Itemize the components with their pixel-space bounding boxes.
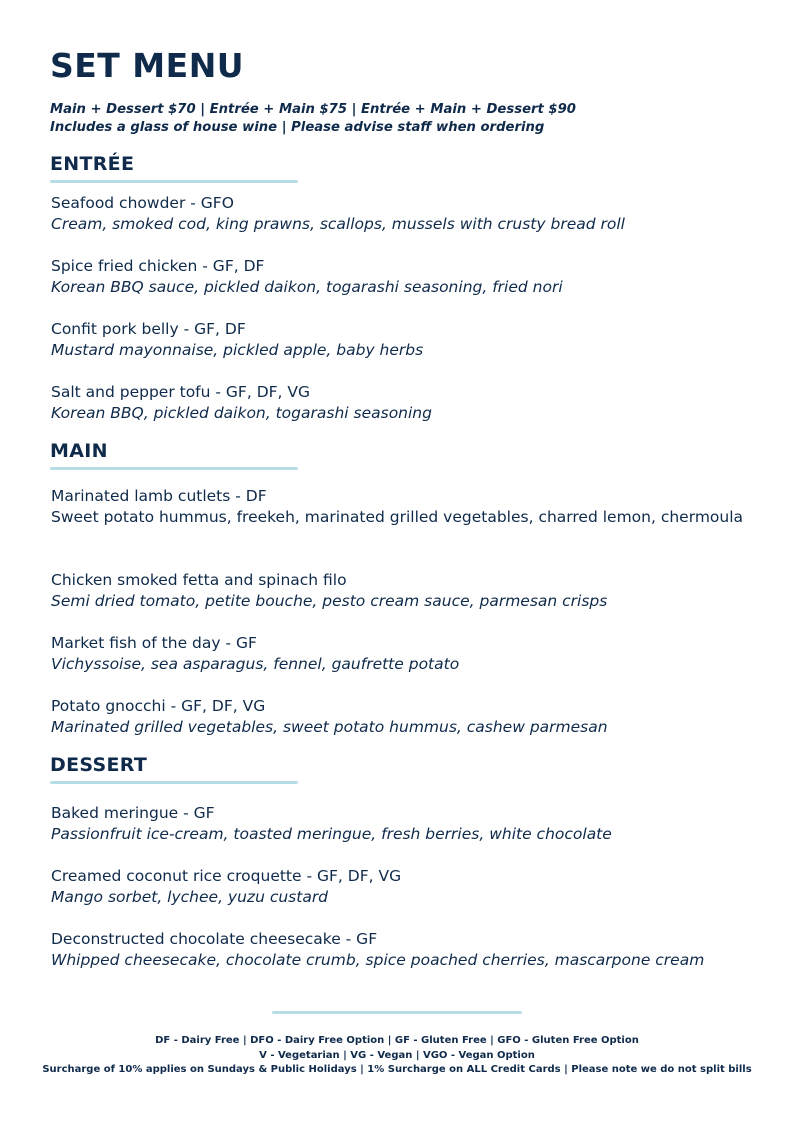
menu-item xyxy=(51,193,751,235)
section-title-main: MAIN xyxy=(50,440,108,462)
item-name: Baked meringue - GF xyxy=(51,804,215,822)
section-divider xyxy=(50,180,298,183)
pricing-info xyxy=(50,101,576,137)
item-description: Whipped cheesecake, chocolate crumb, spice poached cherries, mascarpone cream xyxy=(51,951,705,969)
item-description: Cream, smoked cod, king prawns, scallops, mussels with crusty bread roll xyxy=(51,215,625,233)
menu-item xyxy=(51,929,751,971)
item-description: Mango sorbet, lychee, yuzu custard xyxy=(51,888,329,906)
section-title-entree: ENTRÉE xyxy=(50,153,135,175)
section-title-dessert: DESSERT xyxy=(50,754,148,776)
item-name: Creamed coconut rice croquette - GF, DF, VG xyxy=(51,867,402,885)
section-dessert xyxy=(50,753,298,784)
item-name: Seafood chowder - GFO xyxy=(51,194,234,212)
item-description: Marinated grilled vegetables, sweet potato hummus, cashew parmesan xyxy=(51,718,608,736)
menu-item xyxy=(51,633,751,675)
page-title: SET MENU xyxy=(50,46,245,85)
menu-item xyxy=(51,486,751,528)
footer-notes xyxy=(0,1034,794,1078)
menu-item xyxy=(51,570,751,612)
section-divider xyxy=(50,781,298,784)
item-description: Semi dried tomato, petite bouche, pesto cream sauce, parmesan crisps xyxy=(51,592,608,610)
vegetarian-legend: V - Vegetarian | VG - Vegan | VGO - Vegan Option xyxy=(259,1049,535,1061)
menu-item xyxy=(51,696,751,738)
section-divider xyxy=(50,467,298,470)
item-description: Korean BBQ sauce, pickled daikon, togarashi seasoning, fried nori xyxy=(51,278,563,296)
item-name: Marinated lamb cutlets - DF xyxy=(51,487,267,505)
item-description: Passionfruit ice-cream, toasted meringue, fresh berries, white chocolate xyxy=(51,825,612,843)
item-description: Sweet potato hummus, freekeh, marinated grilled vegetables, charred lemon, chermoula xyxy=(51,508,744,526)
footer-divider xyxy=(272,1011,522,1014)
section-main xyxy=(50,439,298,470)
menu-item xyxy=(51,866,751,908)
section-entree xyxy=(50,152,298,183)
item-description: Korean BBQ, pickled daikon, togarashi seasoning xyxy=(51,404,432,422)
menu-item xyxy=(51,319,751,361)
menu-item xyxy=(51,382,751,424)
item-name: Deconstructed chocolate cheesecake - GF xyxy=(51,930,378,948)
item-description: Vichyssoise, sea asparagus, fennel, gaufrette potato xyxy=(51,655,460,673)
wine-note-line: Includes a glass of house wine | Please advise staff when ordering xyxy=(50,120,545,135)
menu-item xyxy=(51,256,751,298)
surcharge-note: Surcharge of 10% applies on Sundays & Public Holidays | 1% Surcharge on ALL Credit Cards | Please note we do not split bills xyxy=(42,1064,752,1075)
item-description: Mustard mayonnaise, pickled apple, baby herbs xyxy=(51,341,424,359)
item-name: Chicken smoked fetta and spinach filo xyxy=(51,571,347,589)
item-name: Confit pork belly - GF, DF xyxy=(51,320,246,338)
item-name: Market fish of the day - GF xyxy=(51,634,257,652)
menu-item xyxy=(51,803,751,845)
item-name: Spice fried chicken - GF, DF xyxy=(51,257,265,275)
item-name: Salt and pepper tofu - GF, DF, VG xyxy=(51,383,311,401)
item-name: Potato gnocchi - GF, DF, VG xyxy=(51,697,266,715)
pricing-line: Main + Dessert $70 | Entrée + Main $75 | Entrée + Main + Dessert $90 xyxy=(50,102,576,117)
dietary-legend: DF - Dairy Free | DFO - Dairy Free Option | GF - Gluten Free | GFO - Gluten Free Option xyxy=(155,1035,639,1046)
